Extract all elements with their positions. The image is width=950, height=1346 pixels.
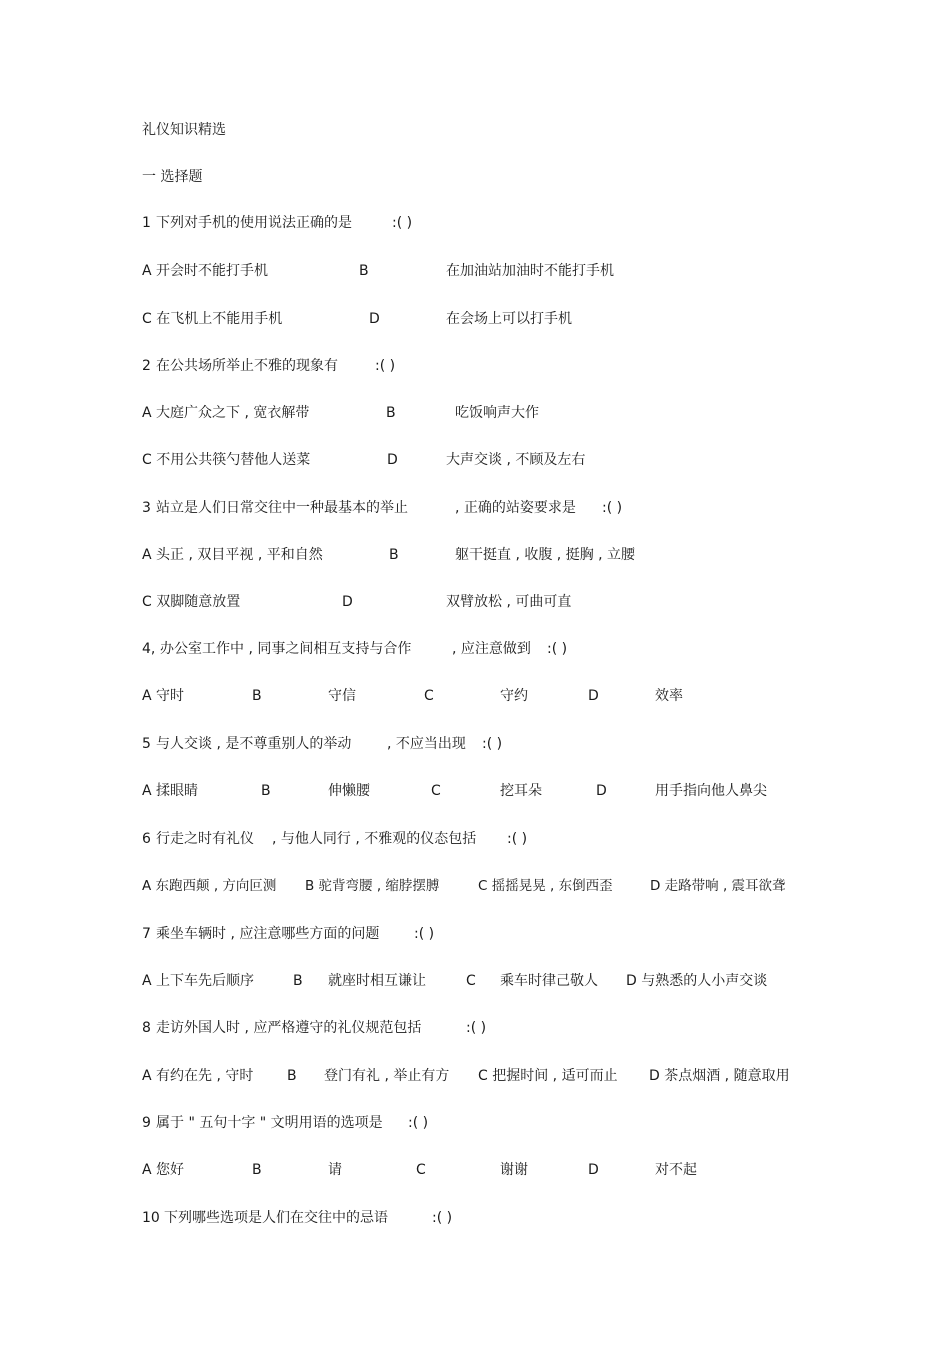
question-text: 走访外国人时 , 应严格遵守的礼仪规范包括 (156, 1020, 422, 1036)
option-c-text: 守约 (500, 688, 528, 704)
option-a: A 头正 , 双目平视 , 平和自然 (142, 547, 323, 563)
option-a: A 上下车先后顺序 (142, 973, 255, 989)
question-number: 6 (142, 831, 151, 847)
answer-placeholder: :( ) (466, 1020, 487, 1036)
option-d-letter: D (588, 1162, 599, 1178)
question-number: 1 (142, 215, 151, 231)
question-number: 3 (142, 500, 151, 516)
option-c: C 双脚随意放置 (142, 594, 241, 610)
option-a: A 东跑西颠 , 方向叵测 (142, 878, 277, 894)
option-c-text: 乘车时律己敬人 (500, 973, 598, 989)
option-c-text: 谢谢 (500, 1162, 528, 1178)
question-text: 办公室工作中 , 同事之间相互支持与合作 (160, 641, 412, 657)
answer-placeholder: :( ) (408, 1115, 429, 1131)
option-b-letter: B (386, 405, 396, 421)
option-d-text: 在会场上可以打手机 (446, 311, 572, 327)
option-b-text: 登门有礼 , 举止有方 (324, 1068, 450, 1084)
answer-placeholder: :( ) (482, 736, 503, 752)
option-b-text: 吃饭响声大作 (455, 405, 539, 421)
question-text: 行走之时有礼仪 (156, 831, 254, 847)
question-text: 与人交谈 , 是不尊重别人的举动 (156, 736, 352, 752)
question-text-cont: , 正确的站姿要求是 (455, 500, 576, 516)
answer-placeholder: :( ) (414, 926, 435, 942)
answer-placeholder: :( ) (432, 1210, 453, 1226)
option-a: A 大庭广众之下 , 宽衣解带 (142, 405, 310, 421)
question-text-cont: , 与他人同行 , 不雅观的仪态包括 (272, 831, 477, 847)
option-d-text: 用手指向他人鼻尖 (655, 783, 767, 799)
question-text-cont: , 应注意做到 (452, 641, 531, 657)
question-number: 8 (142, 1020, 151, 1036)
option-b-text: 伸懒腰 (328, 783, 370, 799)
option-d-letter: D (596, 783, 607, 799)
option-a: A 开会时不能打手机 (142, 263, 269, 279)
option-b-text: 守信 (328, 688, 356, 704)
question-number: 7 (142, 926, 151, 942)
option-b-letter: B (252, 1162, 262, 1178)
option-b-letter: B (261, 783, 271, 799)
option-d-letter: D (387, 452, 398, 468)
option-d-text: 效率 (655, 688, 683, 704)
option-d-letter: D (369, 311, 380, 327)
option-d: D 走路带响 , 震耳欲聋 (650, 878, 786, 894)
option-c-text: 挖耳朵 (500, 783, 542, 799)
section-heading: 一 选择题 (142, 169, 203, 185)
option-d-text: 大声交谈 , 不顾及左右 (446, 452, 586, 468)
answer-placeholder: :( ) (547, 641, 568, 657)
option-a: A 守时 (142, 688, 185, 704)
question-text-cont: , 不应当出现 (387, 736, 466, 752)
option-c: C 在飞机上不能用手机 (142, 311, 283, 327)
option-b: B 驼背弯腰 , 缩脖摆膊 (305, 878, 440, 894)
option-b-letter: B (359, 263, 369, 279)
option-d-text: 对不起 (655, 1162, 697, 1178)
option-b-letter: B (389, 547, 399, 563)
question-text: 下列对手机的使用说法正确的是 (156, 215, 352, 231)
option-d-letter: D (342, 594, 353, 610)
question-text: 下列哪些选项是人们在交往中的忌语 (164, 1210, 388, 1226)
option-c-letter: C (424, 688, 434, 704)
question-number: 5 (142, 736, 151, 752)
option-c: C 摇摇晃晃 , 东倒西歪 (478, 878, 613, 894)
option-d-letter: D (588, 688, 599, 704)
option-a: A 您好 (142, 1162, 185, 1178)
document-title: 礼仪知识精选 (142, 122, 226, 138)
option-c-letter: C (416, 1162, 426, 1178)
question-text: 属于 " 五句十字 " 文明用语的选项是 (156, 1115, 383, 1131)
option-b-letter: B (293, 973, 303, 989)
answer-placeholder: :( ) (602, 500, 623, 516)
option-c-letter: C (466, 973, 476, 989)
option-b-letter: B (287, 1068, 297, 1084)
option-a: A 有约在先 , 守时 (142, 1068, 254, 1084)
question-number: 4, (142, 641, 156, 657)
option-b-text: 躯干挺直 , 收腹 , 挺胸 , 立腰 (455, 547, 636, 563)
option-d: D 茶点烟酒 , 随意取用 (649, 1068, 790, 1084)
question-text: 站立是人们日常交往中一种最基本的举止 (156, 500, 408, 516)
option-b-text: 就座时相互谦让 (328, 973, 426, 989)
question-number: 9 (142, 1115, 151, 1131)
question-text: 乘坐车辆时 , 应注意哪些方面的问题 (156, 926, 380, 942)
answer-placeholder: :( ) (507, 831, 528, 847)
option-a: A 揉眼睛 (142, 783, 199, 799)
option-c: C 把握时间 , 适可而止 (478, 1068, 618, 1084)
option-c-letter: C (431, 783, 441, 799)
answer-placeholder: :( ) (375, 358, 396, 374)
option-b-text: 请 (328, 1162, 342, 1178)
option-d: D 与熟悉的人小声交谈 (626, 973, 768, 989)
option-b-letter: B (252, 688, 262, 704)
question-text: 在公共场所举止不雅的现象有 (156, 358, 338, 374)
option-b-text: 在加油站加油时不能打手机 (446, 263, 614, 279)
option-c: C 不用公共筷勺替他人送菜 (142, 452, 311, 468)
question-number: 10 (142, 1210, 160, 1226)
question-number: 2 (142, 358, 151, 374)
answer-placeholder: :( ) (392, 215, 413, 231)
option-d-text: 双臂放松 , 可曲可直 (446, 594, 572, 610)
